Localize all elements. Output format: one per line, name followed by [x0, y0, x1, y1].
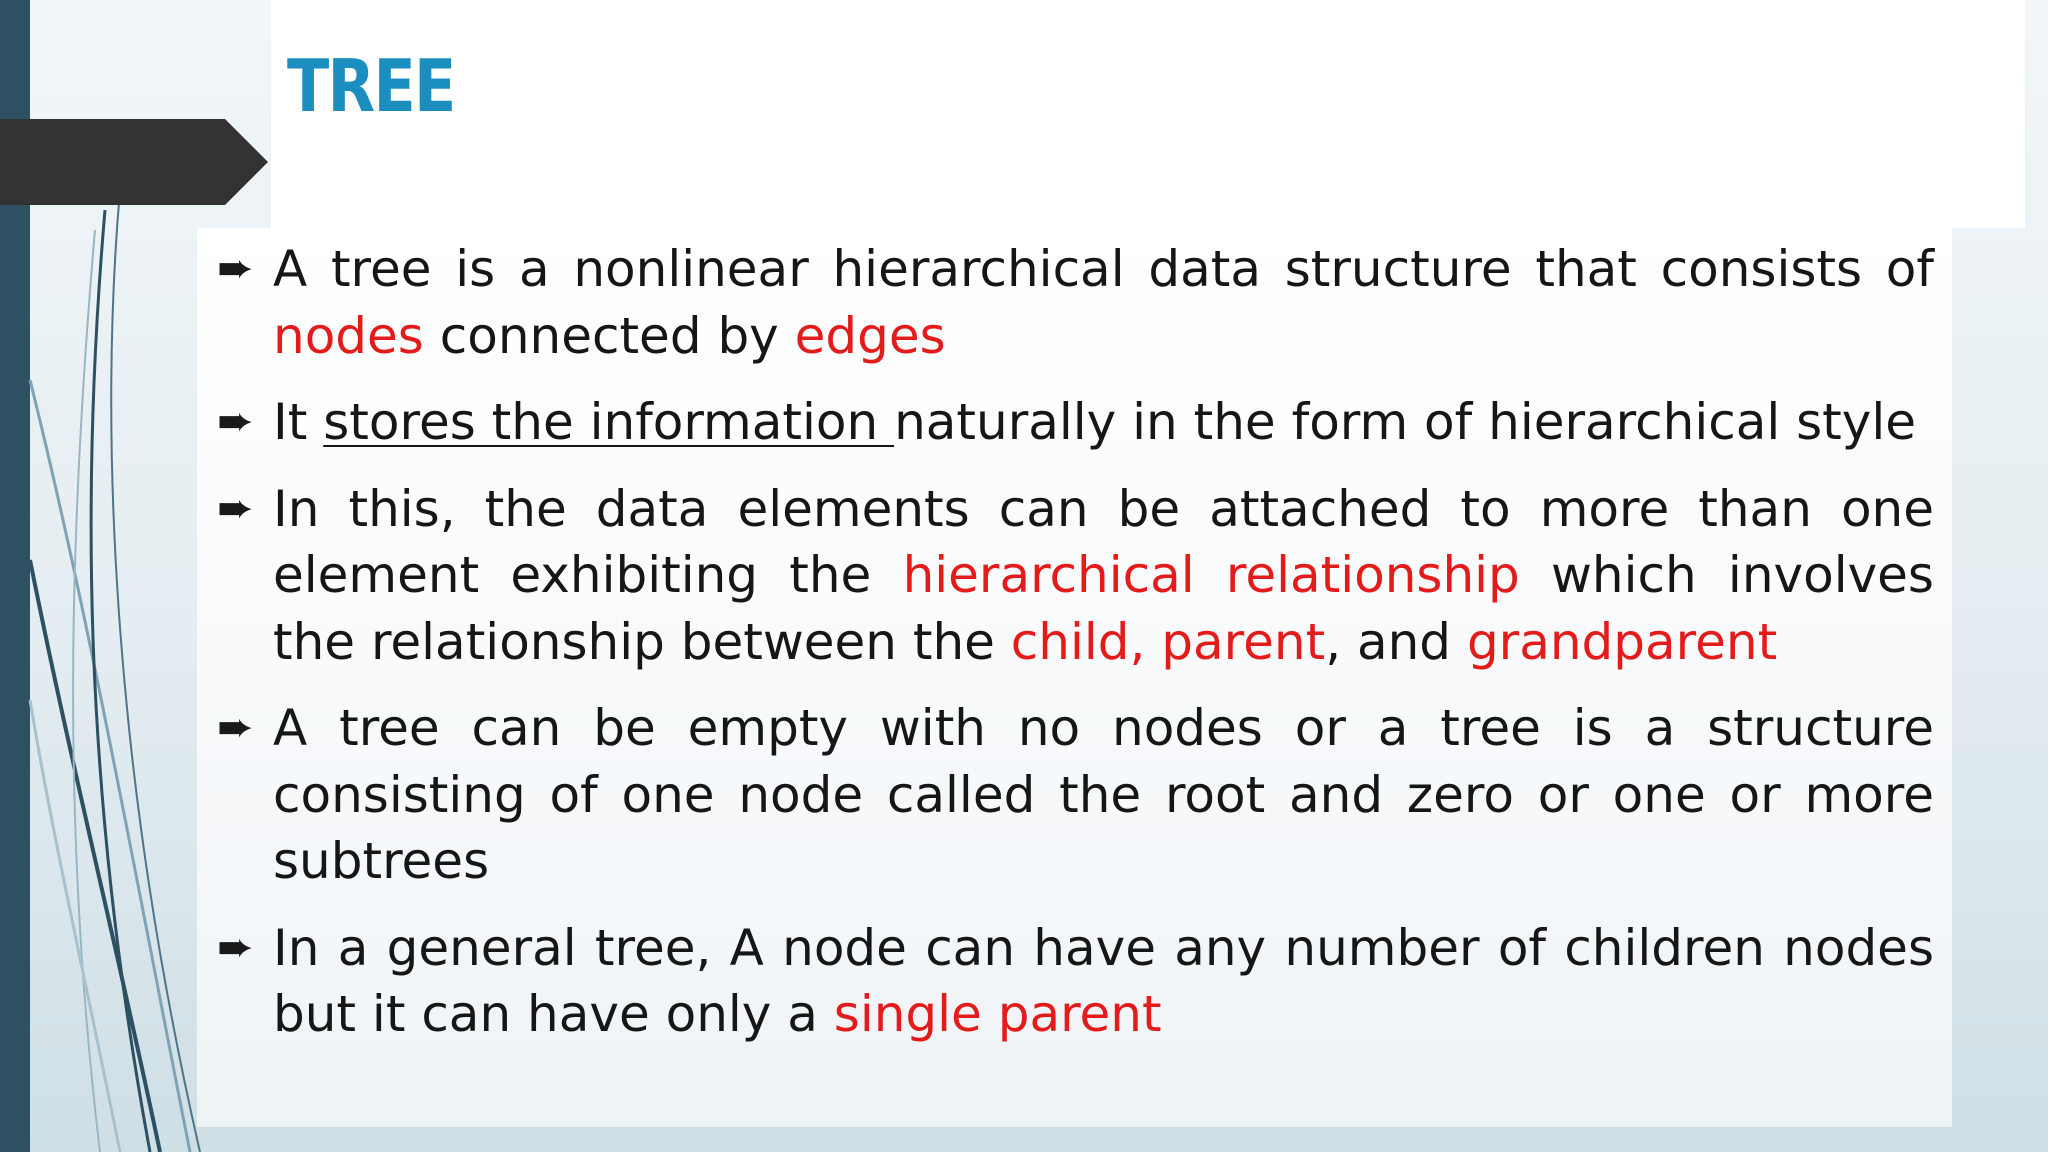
arrow-bullet-icon: ➨: [217, 921, 254, 973]
bullet-text: A tree is a nonlinear hierarchical data structure that consists of: [273, 240, 1934, 298]
highlight-text: grandparent: [1466, 612, 1778, 671]
bullet-text: A tree can be empty with no nodes or a tree is a structure consisting of one node called the root and zero or one or more subtrees: [273, 699, 1934, 890]
bullet-item: [197, 695, 1952, 895]
bullet-item: [197, 915, 1952, 1048]
highlight-text: nodes: [273, 306, 424, 365]
highlight-text: single parent: [833, 985, 1162, 1043]
bullet-text: naturally in the form of hierarchical style: [894, 393, 1917, 451]
content-panel: [197, 228, 1952, 1127]
highlight-text: hierarchical relationship: [902, 546, 1520, 604]
arrow-tab-shape: [0, 119, 270, 205]
bullet-text: In this, the data elements can be attached to more than one element exhibiting the: [273, 479, 1934, 604]
arrow-bullet-icon: ➨: [217, 396, 254, 447]
arrow-bullet-icon: ➨: [217, 702, 254, 753]
title-panel: [271, 0, 2025, 228]
underlined-text: stores the information: [323, 393, 895, 451]
highlight-text: child, parent: [1010, 612, 1326, 671]
bullet-item: [197, 476, 1952, 676]
bullet-text: In a general tree, A node can have any number of children nodes but it can have only a: [273, 918, 1934, 1043]
bullet-item: [197, 236, 1952, 369]
bullet-text: , and: [1325, 612, 1467, 671]
bullet-text: which involves the relationship between the: [273, 546, 1934, 671]
bullet-text: connected by: [423, 306, 795, 365]
arrow-bullet-icon: ➨: [217, 482, 254, 534]
slide-title: TREE: [287, 44, 455, 128]
arrow-bullet-icon: ➨: [217, 243, 254, 294]
bullet-list: [197, 236, 1952, 1068]
highlight-text: edges: [794, 306, 946, 365]
bullet-text: It: [273, 393, 324, 451]
bullet-item: [197, 389, 1952, 456]
